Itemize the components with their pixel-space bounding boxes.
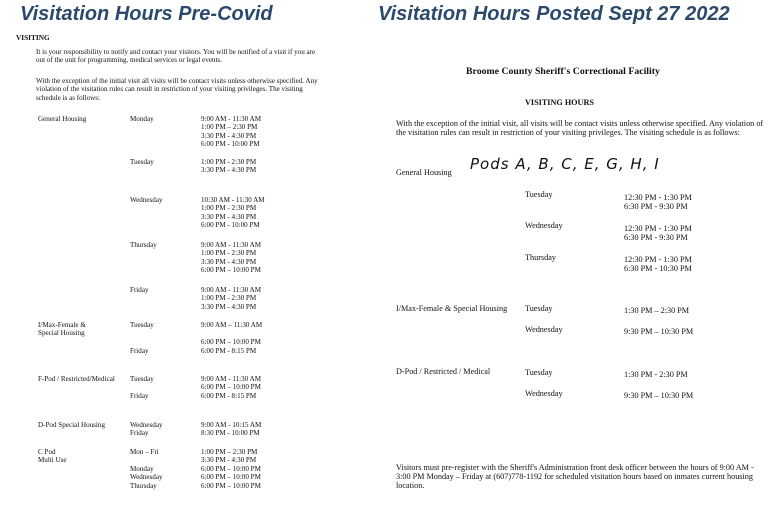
group-general-housing: General Housing bbox=[396, 168, 452, 177]
group-imax-female-special: I/Max-Female & Special Housing bbox=[396, 304, 508, 313]
time-slots: 10:30 AM - 11:30 AM 1:00 PM - 2:30 PM 3:30 PM - 4:30 PM 6:00 PM - 10:00 PM bbox=[201, 196, 265, 229]
time-slots: 12:30 PM - 1:30 PM 6:30 PM - 10:30 PM bbox=[624, 255, 692, 274]
day-label: Wednesday bbox=[525, 221, 563, 230]
time-slots: 9:00 AM – 11:30 AM bbox=[201, 321, 263, 329]
time-slots: 1:30 PM - 2:30 PM bbox=[624, 370, 688, 379]
rules-paragraph: With the exception of the initial visit, all visits will be contact visits unless otherwise specified. Any violation of the visitation rules can result in restriction of your visiting privileges. The visiting schedule is as follows: bbox=[396, 119, 764, 138]
left-header-title: Visitation Hours Pre-Covid bbox=[20, 3, 273, 25]
day-label: Monday Wednesday Thursday bbox=[130, 465, 163, 490]
day-label: Friday bbox=[130, 347, 149, 355]
day-label: Thursday bbox=[525, 253, 556, 262]
day-label: Tuesday bbox=[130, 158, 154, 166]
day-label: Mon – Fri bbox=[130, 448, 159, 456]
group-f-pod: F-Pod / Restricted/Medical bbox=[38, 375, 115, 383]
time-slots: 6:00 PM – 10:00 PM bbox=[201, 338, 261, 346]
time-slots: 9:00 AM - 11:30 AM 1:00 PM - 2:30 PM 3:30 PM - 4:30 PM bbox=[201, 286, 262, 311]
time-slots: 6:00 PM - 8:15 PM bbox=[201, 392, 257, 400]
time-slots: 9:30 PM – 10:30 PM bbox=[624, 391, 694, 400]
day-label: Thursday bbox=[130, 241, 157, 249]
time-slots: 9:00 AM - 11:30 AM 1:00 PM - 2:30 PM 3:30 PM - 4:30 PM 6:00 PM – 10:00 PM bbox=[201, 241, 262, 274]
time-slots: 12:30 PM - 1:30 PM 6:30 PM - 9:30 PM bbox=[624, 224, 692, 243]
time-slots: 9:00 AM - 11:30 AM 6:00 PM – 10:00 PM bbox=[201, 375, 262, 392]
time-slots: 6:00 PM – 10:00 PM 6:00 PM – 10:00 PM 6:00 PM – 10:00 PM bbox=[201, 465, 261, 490]
day-label: Wednesday Friday bbox=[130, 421, 163, 438]
time-slots: 1:00 PM - 2:30 PM 3:30 PM - 4:30 PM bbox=[201, 158, 257, 175]
time-slots: 1:00 PM – 2:30 PM 3:30 PM - 4:30 PM bbox=[201, 448, 258, 465]
group-d-pod-restricted-medical: D-Pod / Restricted / Medical bbox=[396, 367, 491, 376]
facility-name: Broome County Sheriff's Correctional Facility bbox=[466, 66, 660, 77]
day-label: Friday bbox=[130, 286, 149, 294]
group-d-pod-special: D-Pod Special Housing bbox=[38, 421, 105, 429]
day-label: Tuesday bbox=[130, 321, 154, 329]
time-slots: 1:30 PM – 2:30 PM bbox=[624, 306, 690, 315]
day-label: Monday bbox=[130, 115, 154, 123]
time-slots: 6:00 PM - 8:15 PM bbox=[201, 347, 257, 355]
day-label: Tuesday bbox=[525, 190, 553, 199]
day-label: Tuesday bbox=[130, 375, 154, 383]
day-label: Wednesday bbox=[525, 325, 563, 334]
day-label: Wednesday bbox=[130, 196, 163, 204]
group-imax-female-special: I/Max-Female & Special Housing bbox=[38, 321, 86, 338]
pre-register-footer: Visitors must pre-register with the Sheriff's Administration front desk officer between the hours of 9:00 AM - 3:00 PM Monday – Friday at (607)778-1192 for scheduled visitation hours based on inmates current housing location. bbox=[396, 463, 754, 490]
visiting-hours-heading: VISITING HOURS bbox=[525, 98, 594, 107]
day-label: Tuesday bbox=[525, 368, 553, 377]
visiting-title: VISITING bbox=[16, 33, 50, 42]
day-label: Wednesday bbox=[525, 389, 563, 398]
time-slots: 9:00 AM - 10:15 AM 8:30 PM - 10:00 PM bbox=[201, 421, 262, 438]
responsibility-paragraph: It is your responsibility to notify and contact your visitors. You will be notified of a visit if you are out of the unit for programming, medical services or legal events. bbox=[36, 48, 316, 65]
group-general-housing: General Housing bbox=[38, 115, 87, 123]
day-label: Tuesday bbox=[525, 304, 553, 313]
time-slots: 12:30 PM - 1:30 PM 6:30 PM - 9:30 PM bbox=[624, 193, 692, 212]
group-c-pod: C Pod Multi Use bbox=[38, 448, 67, 465]
time-slots: 9:00 AM - 11:30 AM 1:00 PM – 2:30 PM 3:30 PM - 4:30 PM 6:00 PM - 10:00 PM bbox=[201, 115, 262, 148]
posted-2022-document bbox=[384, 0, 768, 522]
handwritten-pods-note: Pods A, B, C, E, G, H, I bbox=[470, 155, 660, 173]
right-header-title: Visitation Hours Posted Sept 27 2022 bbox=[378, 3, 730, 25]
rules-paragraph: With the exception of the initial visit all visits will be contact visits unless otherwise specified. Any violation of the visitation rules can result in restriction of your visiting privileges. The visiting schedule is as follows: bbox=[36, 77, 318, 102]
day-label: Friday bbox=[130, 392, 149, 400]
time-slots: 9:30 PM – 10:30 PM bbox=[624, 327, 694, 336]
